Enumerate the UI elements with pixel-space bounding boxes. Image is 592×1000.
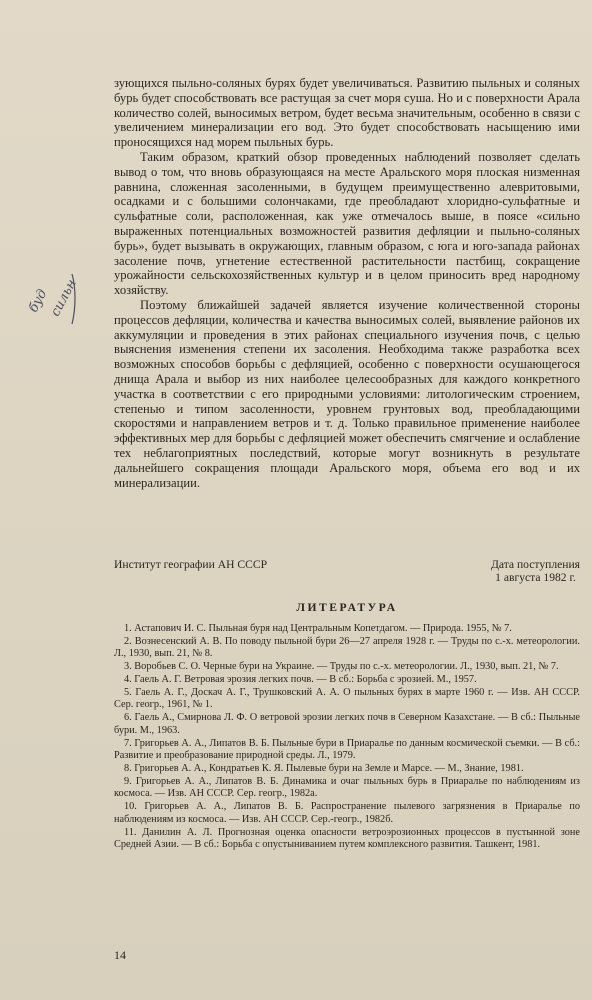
reference-item: 2. Вознесенский А. В. По поводу пыльной бури 26—27 апреля 1928 г. — Труды по с.-х. метеорологии. Л., 1930, вып. 21, № 8. bbox=[114, 635, 580, 660]
reference-item: 7. Григорьев А. А., Липатов В. Б. Пыльные бури в Приаралье по данным космической съемки. — В сб.: Развитие и преобразование природной среды. Л., 1979. bbox=[114, 737, 580, 762]
paragraph: зующихся пыльно-соляных бурях будет увеличиваться. Развитию пыльных и соляных бурь будет способствовать все растущая за счет моря суша. Но и с поверхности Арала количество солей, выносимых ветром, будет весьма значительным, особенно в связи с увеличением минерализации его вод. Это будет способствовать насыщению ими проносящихся над морем пыльных бурь. bbox=[114, 76, 580, 150]
received-label: Дата поступления bbox=[490, 558, 580, 571]
received-date: 1 августа 1982 г. bbox=[495, 571, 576, 584]
literature-heading: ЛИТЕРАТУРА bbox=[296, 601, 398, 614]
institute-name: Институт географии АН СССР bbox=[114, 558, 268, 571]
reference-item: 3. Воробьев С. О. Черные бури на Украине. — Труды по с.-х. метеорологии. Л., 1930, вып. 21, № 7. bbox=[124, 661, 559, 673]
paragraph: Поэтому ближайшей задачей является изучение количественной стороны процессов дефляции, количества и качества выносимых солей, выявление районов их аккумуляции и проведения в этих районах специального изучения почв, с целью выяснения изменения степени их засоления. Необходима также разработка всех возможных способов борьбы с дефляцией, особенно с поверхности осушающегося днища Арала и выбор из них наиболее целесообразных для каждого конкретного участка в соответствии с его природными условиями: литологическим строением, степенью и типом засоленности, уровнем грунтовых вод, преобладающими скоростями и направлением ветров и т. д. Только правильное применение наиболее эффективных мер для борьбы с дефляцией может обеспечить смягчение и ослабление тех неблагоприятных последствий, которые могут возникнуть в результате дальнейшего сокращения площади Аральского моря, объема его вод и их минерализации. bbox=[114, 297, 580, 490]
reference-item: 9. Григорьев А. А., Липатов В. Б. Динамика и очаг пыльных бурь в Приаралье по наблюдениям из космоса. — Изв. АН СССР. Сер. геогр., 1982а. bbox=[114, 775, 580, 800]
reference-item: 1. Астапович И. С. Пыльная буря над Центральным Копетдагом. — Природа. 1955, № 7. bbox=[124, 623, 512, 634]
reference-item: 10. Григорьев А. А., Липатов В. Б. Распространение пылевого загрязнения в Приаралье по наблюдениям из космоса. — Изв. АН СССР. Сер.-геогр., 1982б. bbox=[114, 801, 580, 825]
received-date-block bbox=[491, 558, 580, 584]
page-number: 14 bbox=[114, 948, 126, 962]
handwritten-margin-note bbox=[22, 268, 82, 328]
paragraph: Таким образом, краткий обзор проведенных наблюдений позволяет сделать вывод о том, что вновь образующаяся на месте Аральского моря плоская низменная равнина, сложенная засоленными, в будущем преимущественно алевритовыми, осадками и с большими солончаками, где преобладают хлоридно-сульфатные и сульфатные соли, расположенная, как уже отмечалось выше, в поясе «сильно выраженных потенциальных возможностей развития дефляции и пыльно-соляных бурь», будет вызывать в окружающих, главным образом, с юга и юго-запада районах засоление почв, угнетение естественной растительности пастбищ, сокращение урожайности сельскохозяйственных культур и в целом приносить вред народному хозяйству. bbox=[114, 149, 580, 298]
margin-note-word: буд bbox=[26, 287, 51, 316]
reference-item: 11. Данилин А. Л. Прогнозная оценка опасности ветроэрозионных процессов в пустынной зоне Средней Азии. — В сб.: Борьба с опустыниванием путем комплексного развития. Ташкент, 1981. bbox=[114, 826, 580, 850]
reference-item: 5. Гаель А. Г., Доскач А. Г., Трушковский А. А. О пыльных бурях в марте 1960 г. — Изв. АН СССР. Сер. геогр., 1961, № 1. bbox=[114, 687, 580, 711]
body-text bbox=[114, 76, 580, 490]
reference-list bbox=[114, 623, 580, 852]
margin-note-word: сильн bbox=[48, 277, 80, 320]
reference-item: 8. Григорьев А. А., Кондратьев К. Я. Пылевые бури на Земле и Марсе. — М., Знание, 1981. bbox=[124, 762, 524, 774]
reference-item: 6. Гаель А., Смирнова Л. Ф. О ветровой эрозии легких почв в Северном Казахстане. — В сб.: Пыльные бури. М., 1963. bbox=[114, 712, 580, 736]
reference-item: 4. Гаель А. Г. Ветровая эрозия легких почв. — В сб.: Борьба с эрозией. М., 1957. bbox=[124, 674, 477, 686]
signature-block bbox=[114, 557, 580, 589]
